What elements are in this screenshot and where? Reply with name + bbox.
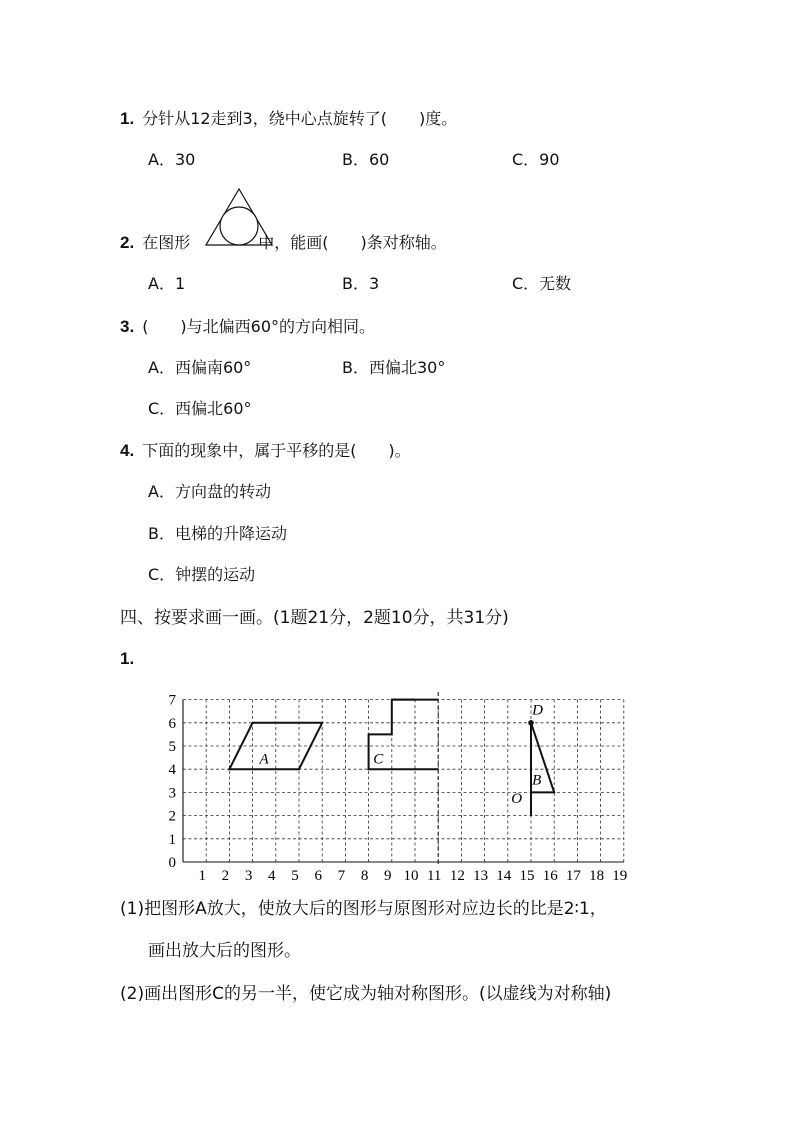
x-tick-label: 11 [426, 868, 442, 884]
question-number: 4. [120, 441, 135, 460]
x-tick-label: 14 [496, 868, 512, 884]
q4-option-b[interactable]: B．电梯的升降运动 [148, 524, 287, 543]
question-number: 1. [120, 649, 135, 668]
sub-question-2: (2)画出图形C的另一半，使它成为轴对称图形。(以虚线为对称轴) [120, 984, 612, 1004]
y-tick-label: 1 [168, 831, 176, 848]
x-tick-label: 4 [268, 868, 276, 884]
inscribed-circle-shape [220, 207, 258, 245]
x-tick-label: 3 [244, 868, 253, 884]
sub-question-1-line-2: 画出放大后的图形。 [148, 941, 301, 961]
label-d: D [532, 702, 544, 719]
label-a: A [259, 751, 269, 768]
x-tick-label: 12 [449, 868, 465, 884]
x-tick-label: 1 [198, 868, 206, 884]
question-1 [120, 108, 457, 130]
q3-option-b[interactable]: B．西偏北30° [342, 358, 446, 377]
grid-shapes [229, 700, 554, 816]
x-tick-label: 10 [403, 868, 419, 884]
x-tick-label: 5 [291, 868, 299, 884]
label-c: C [373, 751, 384, 768]
question-number: 3. [120, 317, 135, 336]
q3-option-c[interactable]: C．西偏北60° [148, 399, 252, 418]
question-text: 下面的现象中，属于平移的是( )。 [142, 441, 411, 460]
q4-option-c[interactable]: C．钟摆的运动 [148, 565, 256, 584]
question-text-before: 在图形 [142, 233, 191, 252]
q1-option-b[interactable]: B．60 [342, 150, 390, 169]
drawing-question-1 [120, 648, 142, 670]
q3-option-a[interactable]: A．西偏南60° [148, 358, 252, 377]
label-b: B [532, 772, 542, 789]
sub-question-1-line-1: (1)把图形A放大，使放大后的图形与原图形对应边长的比是2∶1， [120, 899, 607, 919]
triangle-circle-figure [205, 187, 275, 249]
question-3 [120, 316, 375, 338]
question-2 [120, 232, 447, 254]
y-tick-label: 5 [168, 739, 176, 755]
x-tick-label: 13 [473, 868, 489, 884]
x-tick-label: 8 [360, 868, 369, 884]
section-title: 四、按要求画一画。(1题21分，2题10分，共31分) [120, 608, 509, 628]
x-tick-label: 9 [384, 868, 392, 884]
grid-lines [183, 690, 624, 864]
point-d [528, 720, 534, 726]
question-text: ( )与北偏西60°的方向相同。 [142, 317, 376, 336]
x-tick-label: 18 [589, 868, 605, 884]
question-4 [120, 440, 411, 462]
question-number: 2. [120, 233, 135, 252]
q1-option-a[interactable]: A．30 [148, 150, 196, 169]
y-tick-label: 0 [168, 855, 176, 871]
x-tick-label: 16 [542, 868, 558, 884]
tick-labels [169, 693, 628, 884]
y-tick-label: 3 [168, 785, 176, 802]
x-tick-label: 7 [337, 868, 346, 884]
q4-option-a[interactable]: A．方向盘的转动 [148, 482, 271, 501]
q2-option-c[interactable]: C．无数 [512, 274, 572, 293]
coordinate-grid [150, 690, 640, 885]
y-tick-label: 2 [168, 808, 176, 825]
x-tick-label: 6 [314, 868, 322, 884]
x-tick-label: 17 [565, 868, 581, 884]
y-tick-label: 4 [168, 762, 176, 779]
question-number: 1. [120, 109, 135, 128]
label-o: O [511, 790, 523, 807]
q1-option-c[interactable]: C．90 [512, 150, 560, 169]
x-tick-label: 15 [519, 868, 535, 884]
x-tick-label: 2 [221, 868, 230, 884]
question-text: 分针从12走到3，绕中心点旋转了( )度。 [142, 109, 458, 128]
q2-option-b[interactable]: B．3 [342, 274, 380, 293]
y-tick-label: 7 [168, 692, 176, 709]
y-tick-label: 6 [168, 715, 176, 732]
x-tick-label: 19 [612, 868, 628, 884]
question-text-after: 中，能画( )条对称轴。 [258, 233, 447, 252]
q2-option-a[interactable]: A．1 [148, 274, 186, 293]
